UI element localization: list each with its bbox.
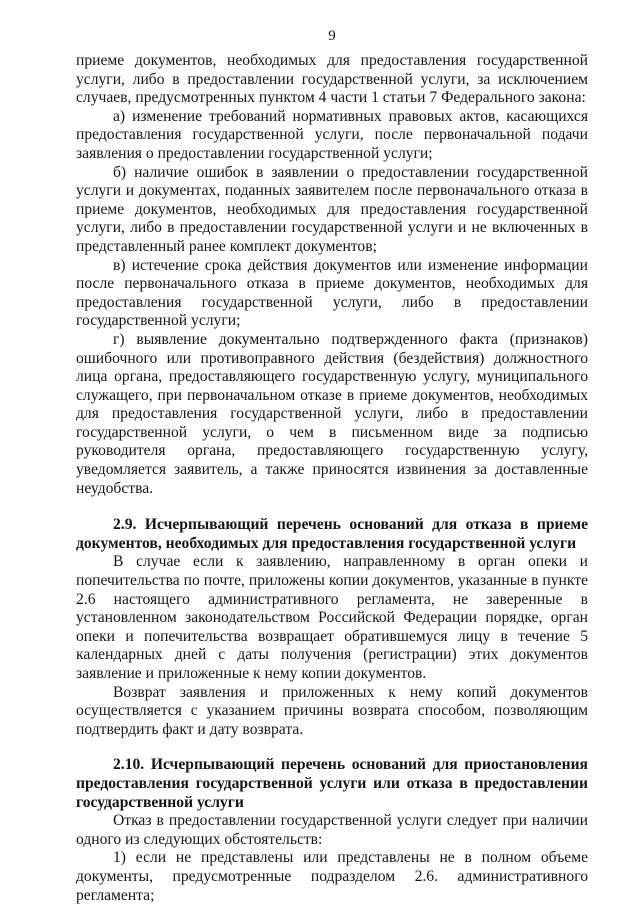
list-item-a: а) изменение требований нормативных правовых актов, касающихся предоставления государственной услуги, после первоначальной подачи заявления о предоставлении государственной услуги; (76, 107, 588, 162)
list-item-v: в) истечение срока действия документов или изменение информации после первоначального отказа в приеме документов, необходимых для предоставления государственной услуги, либо в предоставлении государственной услуги; (76, 256, 588, 330)
section-heading-2-10: 2.10. Исчерпывающий перечень оснований для приостановления предоставления государственной услуги или отказа в предоставлении государственной услуги (76, 756, 588, 811)
page-number: 9 (328, 28, 336, 44)
paragraph-2-9-2: Возврат заявления и приложенных к нему копий документов осуществляется с указанием причины возврата способом, позволяющим подтвердить факт и дату возврата. (76, 683, 588, 738)
paragraph-2-10-1: Отказ в предоставлении государственной услуги следует при наличии одного из следующих обстоятельств: (76, 812, 588, 848)
paragraph-intro: приеме документов, необходимых для предоставления государственной услуги, либо в предоставлении государственной услуги, за исключением случаев, предусмотренных пунктом 4 части 1 статьи 7 Федерального закона: (76, 52, 588, 107)
section-spacer (76, 498, 588, 516)
section-heading-2-9: 2.9. Исчерпывающий перечень оснований для отказа в приеме документов, необходимых для предоставления государственной услуги (76, 516, 588, 552)
list-item-b: б) наличие ошибок в заявлении о предоставлении государственной услуги и документах, поданных заявителем после первоначального отказа в приеме документов, необходимых для предоставления государственной услуги, либо в предоставлении государственной услуги и не включенных в представленный ранее комплект документов; (76, 163, 588, 255)
paragraph-2-9-1: В случае если к заявлению, направленному в орган опеки и попечительства по почте, приложены копии документов, указанные в пункте 2.6 настоящего административного регламента, не заверенные в установленном законодательством Российской Федерации порядке, орган опеки и попечительства возвращает обратившемуся лицу в течение 5 календарных дней с даты получения (регистрации) этих документов заявление и приложенные к нему копии документов. (76, 553, 588, 682)
list-item-g: г) выявление документально подтвержденного факта (признаков) ошибочного или противоправного действия (бездействия) должностного лица органа, предоставляющего государственную услугу, муниципального служащего, при первоначальном отказе в приеме документов, необходимых для предоставления государственной услуги, либо в предоставлении государственной услуги, о чем в письменном виде за подписью руководителя органа, предоставляющего государственную услугу, уведомляется заявитель, а также приносятся извинения за доставленные неудобства. (76, 330, 588, 497)
list-item-1: 1) если не представлены или представлены не в полном объеме документы, предусмотренные подразделом 2.6. административного регламента; (76, 849, 588, 904)
section-spacer (76, 739, 588, 756)
